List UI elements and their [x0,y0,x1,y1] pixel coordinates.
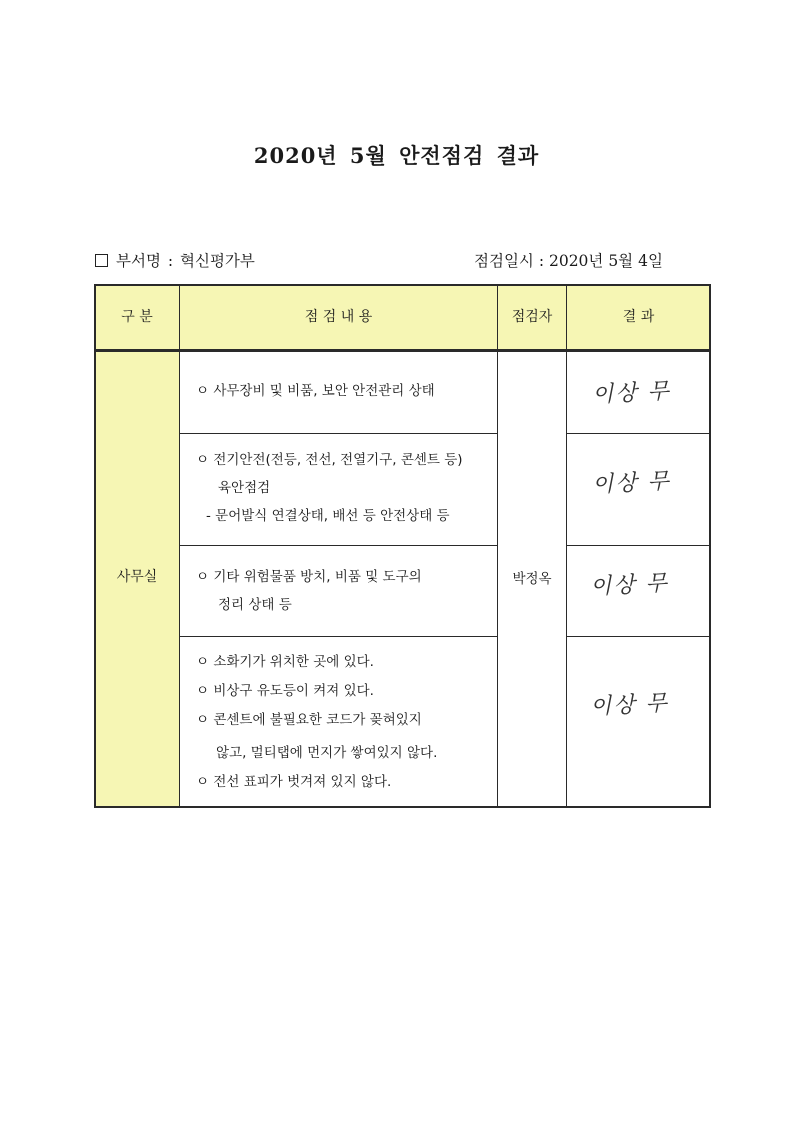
row-2-line-2: 육안점검 [218,480,271,496]
table-border-bottom [95,806,711,808]
row-divider-2-result [566,545,710,546]
col-divider-2 [497,285,498,807]
row-divider-3-result [566,636,710,637]
row-4-line-4: 않고, 멀티탭에 먼지가 쌓여있지 않다. [216,745,438,761]
header-divider [95,349,710,352]
row-3-line-1: ㅇ 기타 위험물품 방치, 비품 및 도구의 [196,569,422,585]
header-category: 구 분 [121,309,153,325]
header-content: 점 검 내 용 [304,309,373,325]
row-3-result-signature: 이상 무 [589,570,670,601]
row-4-line-3: ㅇ 콘센트에 불필요한 코드가 꽂혀있지 [196,712,422,728]
table-border-right [709,284,711,808]
row-divider-1 [179,433,497,434]
row-4-result-signature: 이상 무 [589,690,670,721]
row-4-line-2: ㅇ 비상구 유도등이 켜져 있다. [196,683,374,699]
col-divider-3 [566,285,567,807]
col-divider-1 [179,285,180,807]
row-1-line-1: ㅇ 사무장비 및 비품, 보안 안전관리 상태 [196,383,435,399]
header-inspector: 점검자 [511,309,553,325]
row-2-line-1: ㅇ 전기안전(전등, 전선, 전열기구, 콘센트 등) [196,452,463,468]
row-4-line-1: ㅇ 소화기가 위치한 곳에 있다. [196,654,374,670]
row-divider-3 [179,636,497,637]
row-3-line-2: 정리 상태 등 [218,597,292,613]
page-title: 2020년 5월 안전점검 결과 [253,143,540,168]
row-1-result-signature: 이상 무 [591,378,672,409]
department-label: 부서명 : 혁신평가부 [116,252,255,270]
row-divider-2 [179,545,497,546]
table-border-left [94,284,96,808]
category-cell: 사무실 [116,569,158,585]
table-border-top [95,284,711,286]
row-2-line-3: - 문어발식 연결상태, 배선 등 안전상태 등 [206,508,450,524]
header-result: 결 과 [622,309,655,325]
inspector-cell: 박정옥 [512,571,552,587]
row-4-line-5: ㅇ 전선 표피가 벗겨져 있지 않다. [196,774,392,790]
row-divider-1-result [566,433,710,434]
inspection-date: 점검일시 : 2020년 5월 4일 [474,252,663,270]
row-2-result-signature: 이상 무 [591,468,672,499]
